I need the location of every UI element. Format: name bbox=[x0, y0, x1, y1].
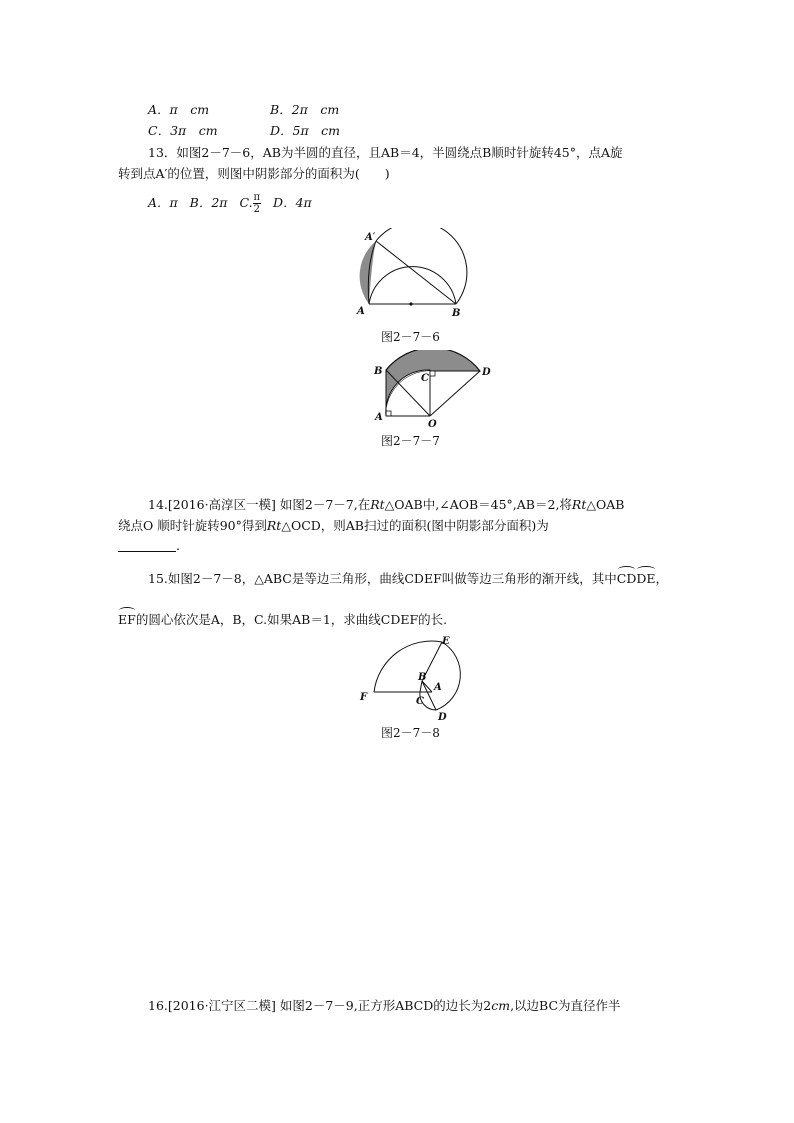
q14-line2-prefix: 绕点O 顺时针旋转90°得到 bbox=[118, 518, 267, 533]
fig277-caption: 图2－7－7 bbox=[381, 434, 440, 448]
fig278-label-a: A bbox=[434, 682, 442, 693]
fig277-label-d: D bbox=[482, 367, 491, 378]
fig277-segment-od bbox=[430, 371, 480, 416]
q16-line1-suffix: ,以边BC为直径作半 bbox=[510, 998, 621, 1013]
fig278-label-f: F bbox=[360, 692, 368, 703]
fig276-label-a: A bbox=[357, 306, 365, 317]
fig277-right-angle-c bbox=[430, 371, 435, 376]
q12-choice-b: B．2π cm bbox=[269, 102, 340, 117]
q12-choice-c: C．3π cm bbox=[148, 123, 218, 138]
q13-choice-c-prefix: C. bbox=[239, 195, 253, 210]
q13-choices bbox=[148, 192, 312, 215]
fig277-label-o: O bbox=[428, 419, 437, 430]
q13-choice-d: D．4π bbox=[273, 195, 312, 210]
q14-line1-prefix: 14.[2016·高淳区一模] 如图2－7－7,在 bbox=[148, 497, 371, 512]
q14-rt-2: Rt bbox=[571, 497, 587, 512]
q15-arc-de: DE bbox=[636, 571, 656, 586]
q16-unit: cm bbox=[491, 998, 511, 1013]
q12-choice-a: A．π cm bbox=[148, 102, 210, 117]
q14-line1-suffix: △OAB bbox=[586, 497, 625, 512]
q13-frac-den: 2 bbox=[253, 204, 261, 215]
q15-line-1 bbox=[148, 569, 668, 587]
fig278-arc-de bbox=[436, 642, 460, 710]
q15-arc-cd: CD bbox=[616, 571, 637, 586]
q15-comma: ， bbox=[655, 571, 669, 586]
fig278-label-c: C bbox=[416, 696, 424, 707]
q15-arc-ef: EF bbox=[118, 612, 136, 627]
q15-line-2 bbox=[118, 610, 447, 628]
q16-line1-prefix: 16.[2016·江宁区二模] 如图2－7－9,正方形ABCD的边长为2 bbox=[148, 998, 492, 1013]
q14-line-1 bbox=[148, 495, 624, 513]
q14-line-3 bbox=[118, 538, 180, 553]
fig277-label-a: A bbox=[375, 412, 383, 423]
figure-2-7-7 bbox=[368, 350, 498, 430]
q16-line-1 bbox=[148, 996, 621, 1014]
q14-line2-suffix: △OCD，则AB扫过的面积(图中阴影部分面积)为 bbox=[281, 518, 549, 533]
q15-line2-suffix: 的圆心依次是A，B，C.如果AB＝1，求曲线CDEF的长. bbox=[135, 612, 448, 627]
fig276-label-b: B bbox=[452, 308, 461, 319]
fig276-label-a-prime: A′ bbox=[365, 232, 376, 243]
q13-choice-a: A．π bbox=[148, 195, 178, 210]
fig278-label-d: D bbox=[438, 712, 447, 722]
figure-2-7-8 bbox=[356, 632, 474, 722]
q13-line-2: 转到点A′的位置，则图中阴影部分的面积为( ) bbox=[118, 166, 390, 181]
fig277-label-b: B bbox=[374, 366, 383, 377]
q14-line-2 bbox=[118, 516, 549, 534]
q13-choice-b: B．2π bbox=[189, 195, 228, 210]
fig277-label-c: C bbox=[421, 373, 429, 384]
fig276-original-semicircle bbox=[369, 267, 456, 304]
fig278-label-e: E bbox=[442, 636, 450, 647]
q12-choice-d: D．5π cm bbox=[269, 123, 341, 138]
q14-line3-end: . bbox=[176, 538, 180, 553]
q14-line1-mid: △OAB中,∠AOB＝45°,AB＝2,将 bbox=[384, 497, 572, 512]
q13-choice-c-fraction bbox=[253, 192, 262, 215]
q14-rt-1: Rt bbox=[370, 497, 385, 512]
fig276-center-dot bbox=[409, 302, 412, 305]
q12-choice-row-2 bbox=[148, 121, 340, 139]
q12-choice-row-1 bbox=[148, 100, 339, 118]
figure-2-7-6 bbox=[352, 228, 472, 322]
fig278-arc-ef bbox=[374, 641, 442, 692]
fig276-caption: 图2－7－6 bbox=[381, 330, 440, 344]
q15-line1-prefix: 15.如图2－7－8，△ABC是等边三角形，曲线CDEF叫做等边三角形的渐开线，其中 bbox=[148, 571, 617, 586]
fig278-label-b: B bbox=[418, 672, 427, 683]
q14-rt-3: Rt bbox=[266, 518, 282, 533]
fig278-caption: 图2－7－8 bbox=[381, 726, 440, 740]
q14-answer-blank bbox=[118, 539, 176, 552]
q13-line-1: 13．如图2－7－6，AB为半圆的直径，且AB＝4，半圆绕点B顺时针旋转45°，点A旋 bbox=[148, 145, 623, 160]
q13-frac-num: π bbox=[253, 192, 261, 203]
